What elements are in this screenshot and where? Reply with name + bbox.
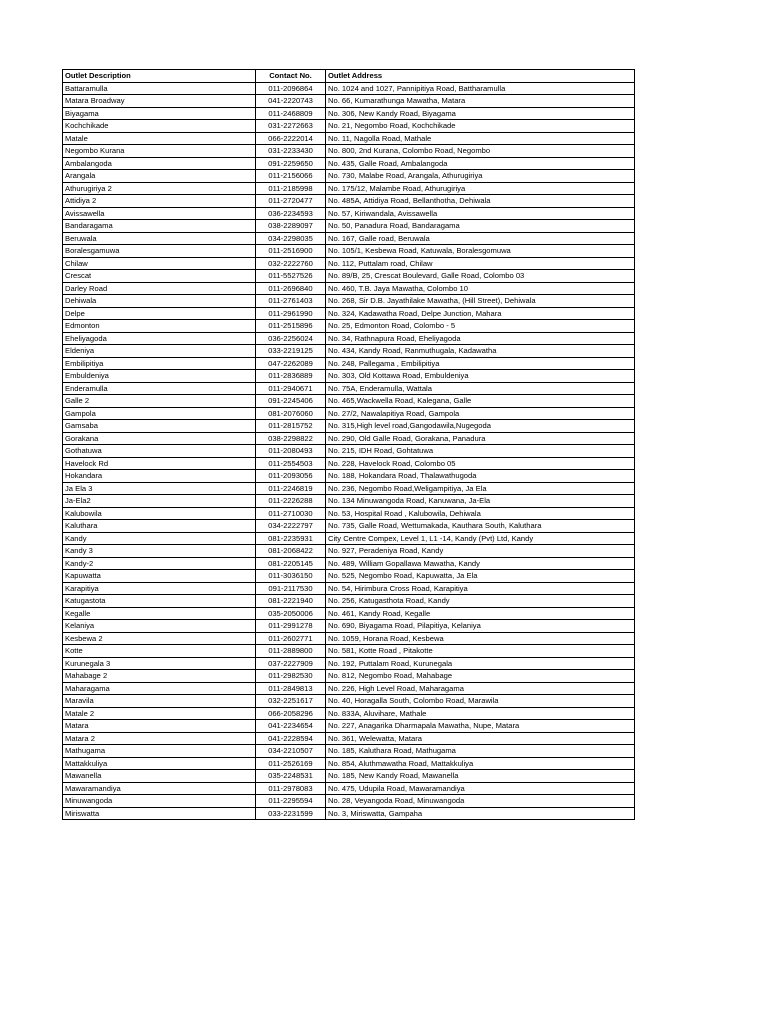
outlet-sheet — [62, 69, 634, 820]
cell-outlet-address: No. 730, Malabe Road, Arangala, Athurugiriya — [326, 170, 635, 183]
cell-outlet-description: Eheliyagoda — [63, 332, 256, 345]
cell-outlet-description: Minuwangoda — [63, 795, 256, 808]
cell-contact-no: 011-2093056 — [256, 470, 326, 483]
cell-contact-no: 035-2050006 — [256, 607, 326, 620]
cell-contact-no: 081-2076060 — [256, 407, 326, 420]
cell-outlet-address: No. 690, Biyagama Road, Pilapitiya, Kelaniya — [326, 620, 635, 633]
cell-contact-no: 011-5527526 — [256, 270, 326, 283]
header-outlet-description: Outlet Description — [63, 70, 256, 83]
table-row — [63, 707, 635, 720]
cell-outlet-description: Havelock Rd — [63, 457, 256, 470]
cell-outlet-address: No. 192, Puttalam Road, Kurunegala — [326, 657, 635, 670]
cell-outlet-address: No. 485A, Attidiya Road, Bellanthotha, Dehiwala — [326, 195, 635, 208]
outlet-table — [62, 69, 635, 820]
cell-outlet-address: No. 11, Nagolla Road, Mathale — [326, 132, 635, 145]
cell-outlet-address: No. 27/2, Nawalapitiya Road, Gampola — [326, 407, 635, 420]
table-row — [63, 582, 635, 595]
table-row — [63, 795, 635, 808]
cell-outlet-description: Kapuwatta — [63, 570, 256, 583]
cell-outlet-description: Kandy-2 — [63, 557, 256, 570]
cell-outlet-address: No. 465,Wackwella Road, Kalegana, Galle — [326, 395, 635, 408]
cell-outlet-address: No. 66, Kumarathunga Mawatha, Matara — [326, 95, 635, 108]
cell-outlet-address: No. 25, Edmonton Road, Colombo - 5 — [326, 320, 635, 333]
cell-outlet-address: No. 53, Hospital Road , Kalubowila, Dehiwala — [326, 507, 635, 520]
cell-outlet-description: Matara Broadway — [63, 95, 256, 108]
cell-contact-no: 033-2231599 — [256, 807, 326, 820]
cell-contact-no: 011-2889800 — [256, 645, 326, 658]
cell-outlet-address: No. 303, Old Kottawa Road, Embuldeniya — [326, 370, 635, 383]
cell-outlet-address: No. 800, 2nd Kurana, Colombo Road, Negombo — [326, 145, 635, 158]
cell-contact-no: 011-2185998 — [256, 182, 326, 195]
cell-outlet-address: No. 57, Kiriwandala, Avissawella — [326, 207, 635, 220]
cell-outlet-description: Beruwala — [63, 232, 256, 245]
cell-outlet-description: Athurugiriya 2 — [63, 182, 256, 195]
table-row — [63, 220, 635, 233]
table-row — [63, 757, 635, 770]
cell-outlet-address: No. 54, Hirimbura Cross Road, Karapitiya — [326, 582, 635, 595]
cell-outlet-description: Delpe — [63, 307, 256, 320]
table-row — [63, 395, 635, 408]
cell-outlet-address: No. 324, Kadawatha Road, Delpe Junction, Mahara — [326, 307, 635, 320]
cell-contact-no: 011-2156066 — [256, 170, 326, 183]
cell-outlet-description: Mawaramandiya — [63, 782, 256, 795]
cell-outlet-address: No. 290, Old Galle Road, Gorakana, Panadura — [326, 432, 635, 445]
cell-contact-no: 011-2849813 — [256, 682, 326, 695]
table-row — [63, 170, 635, 183]
cell-contact-no: 031-2272663 — [256, 120, 326, 133]
cell-contact-no: 011-2515896 — [256, 320, 326, 333]
cell-outlet-address: No. 1059, Horana Road, Kesbewa — [326, 632, 635, 645]
cell-contact-no: 091-2117530 — [256, 582, 326, 595]
cell-contact-no: 011-2961990 — [256, 307, 326, 320]
table-row — [63, 432, 635, 445]
cell-contact-no: 011-2761403 — [256, 295, 326, 308]
cell-outlet-description: Ja-Ela2 — [63, 495, 256, 508]
cell-outlet-description: Chilaw — [63, 257, 256, 270]
cell-outlet-address: No. 50, Panadura Road, Bandaragama — [326, 220, 635, 233]
cell-outlet-address: No. 461, Kandy Road, Kegalle — [326, 607, 635, 620]
cell-outlet-description: Ja Ela 3 — [63, 482, 256, 495]
table-row — [63, 745, 635, 758]
cell-contact-no: 032-2222760 — [256, 257, 326, 270]
cell-contact-no: 011-2836889 — [256, 370, 326, 383]
cell-contact-no: 011-2295594 — [256, 795, 326, 808]
cell-contact-no: 011-3036150 — [256, 570, 326, 583]
cell-outlet-description: Biyagama — [63, 107, 256, 120]
table-row — [63, 632, 635, 645]
table-row — [63, 670, 635, 683]
table-row — [63, 257, 635, 270]
cell-outlet-address: No. 475, Udupila Road, Mawaramandiya — [326, 782, 635, 795]
cell-outlet-address: No. 175/12, Malambe Road, Athurugiriya — [326, 182, 635, 195]
cell-outlet-address: No. 256, Katugasthota Road, Kandy — [326, 595, 635, 608]
cell-outlet-description: Galle 2 — [63, 395, 256, 408]
cell-outlet-description: Matale — [63, 132, 256, 145]
table-row — [63, 345, 635, 358]
table-row — [63, 595, 635, 608]
cell-contact-no: 011-2710030 — [256, 507, 326, 520]
cell-outlet-address: No. 460, T.B. Jaya Mawatha, Colombo 10 — [326, 282, 635, 295]
cell-contact-no: 081-2235931 — [256, 532, 326, 545]
table-row — [63, 320, 635, 333]
cell-contact-no: 041-2220743 — [256, 95, 326, 108]
table-row — [63, 557, 635, 570]
cell-contact-no: 011-2720477 — [256, 195, 326, 208]
cell-outlet-address: No. 927, Peradeniya Road, Kandy — [326, 545, 635, 558]
cell-contact-no: 011-2516900 — [256, 245, 326, 258]
cell-outlet-description: Maravila — [63, 695, 256, 708]
cell-outlet-address: No. 34, Rathnapura Road, Eheliyagoda — [326, 332, 635, 345]
cell-outlet-description: Crescat — [63, 270, 256, 283]
cell-contact-no: 011-2246819 — [256, 482, 326, 495]
table-row — [63, 507, 635, 520]
cell-outlet-description: Mattakkuliya — [63, 757, 256, 770]
table-row — [63, 520, 635, 533]
cell-outlet-address: No. 40, Horagalla South, Colombo Road, Marawila — [326, 695, 635, 708]
cell-outlet-address: No. 188, Hokandara Road, Thalawathugoda — [326, 470, 635, 483]
table-row — [63, 620, 635, 633]
cell-outlet-description: Maharagama — [63, 682, 256, 695]
cell-contact-no: 037-2227909 — [256, 657, 326, 670]
cell-contact-no: 041-2234654 — [256, 720, 326, 733]
cell-contact-no: 034-2210507 — [256, 745, 326, 758]
outlet-rows — [63, 82, 635, 820]
cell-outlet-description: Kaluthara — [63, 520, 256, 533]
table-row — [63, 607, 635, 620]
table-row — [63, 107, 635, 120]
table-row — [63, 420, 635, 433]
cell-contact-no: 035-2248531 — [256, 770, 326, 783]
cell-contact-no: 091-2245406 — [256, 395, 326, 408]
cell-contact-no: 066-2058296 — [256, 707, 326, 720]
cell-outlet-address: No. 215, IDH Road, Gohtatuwa — [326, 445, 635, 458]
cell-contact-no: 011-2468809 — [256, 107, 326, 120]
cell-outlet-address: No. 268, Sir D.B. Jayathilake Mawatha, (Hill Street), Dehiwala — [326, 295, 635, 308]
cell-outlet-address: No. 75A, Enderamulla, Wattala — [326, 382, 635, 395]
cell-outlet-description: Battaramulla — [63, 82, 256, 95]
cell-contact-no: 032-2251617 — [256, 695, 326, 708]
cell-outlet-description: Kandy — [63, 532, 256, 545]
cell-outlet-address: No. 306, New Kandy Road, Biyagama — [326, 107, 635, 120]
cell-outlet-description: Darley Road — [63, 282, 256, 295]
cell-outlet-address: No. 185, Kaluthara Road, Mathugama — [326, 745, 635, 758]
table-row — [63, 120, 635, 133]
cell-contact-no: 011-2602771 — [256, 632, 326, 645]
table-row — [63, 695, 635, 708]
cell-outlet-description: Gamsaba — [63, 420, 256, 433]
table-row — [63, 382, 635, 395]
cell-outlet-address: No. 227, Anagarika Dharmapala Mawatha, Nupe, Matara — [326, 720, 635, 733]
cell-outlet-description: Kalubowila — [63, 507, 256, 520]
cell-contact-no: 081-2068422 — [256, 545, 326, 558]
table-row — [63, 245, 635, 258]
cell-outlet-description: Enderamulla — [63, 382, 256, 395]
table-row — [63, 445, 635, 458]
cell-contact-no: 066-2222014 — [256, 132, 326, 145]
table-row — [63, 720, 635, 733]
cell-contact-no: 011-2096864 — [256, 82, 326, 95]
table-header-row — [63, 70, 635, 83]
cell-contact-no: 011-2226288 — [256, 495, 326, 508]
cell-outlet-description: Gothatuwa — [63, 445, 256, 458]
cell-outlet-address: No. 3, Miriswatta, Gampaha — [326, 807, 635, 820]
cell-outlet-address: No. 361, Welewatta, Matara — [326, 732, 635, 745]
table-row — [63, 295, 635, 308]
table-row — [63, 357, 635, 370]
cell-contact-no: 081-2205145 — [256, 557, 326, 570]
cell-outlet-description: Kurunegala 3 — [63, 657, 256, 670]
table-row — [63, 82, 635, 95]
cell-outlet-address: No. 833A, Aluvihare, Mathale — [326, 707, 635, 720]
cell-contact-no: 047-2262089 — [256, 357, 326, 370]
cell-outlet-description: Bandaragama — [63, 220, 256, 233]
cell-contact-no: 036-2234593 — [256, 207, 326, 220]
cell-outlet-address: No. 248, Pallegama , Embilipitiya — [326, 357, 635, 370]
cell-outlet-description: Mawanella — [63, 770, 256, 783]
cell-outlet-description: Kegalle — [63, 607, 256, 620]
cell-outlet-address: City Centre Compex, Level 1, L1 -14, Kandy (Pvt) Ltd, Kandy — [326, 532, 635, 545]
table-row — [63, 332, 635, 345]
cell-contact-no: 011-2982530 — [256, 670, 326, 683]
cell-outlet-address: No. 28, Veyangoda Road, Minuwangoda — [326, 795, 635, 808]
cell-outlet-address: No. 489, William Gopallawa Mawatha, Kandy — [326, 557, 635, 570]
cell-outlet-address: No. 735, Galle Road, Wettumakada, Kauthara South, Kaluthara — [326, 520, 635, 533]
cell-contact-no: 011-2526169 — [256, 757, 326, 770]
table-row — [63, 195, 635, 208]
table-row — [63, 732, 635, 745]
cell-contact-no: 011-2554503 — [256, 457, 326, 470]
cell-outlet-address: No. 854, Aluthmawatha Road, Mattakkuliya — [326, 757, 635, 770]
cell-outlet-description: Arangala — [63, 170, 256, 183]
cell-contact-no: 011-2978083 — [256, 782, 326, 795]
cell-outlet-description: Embuldeniya — [63, 370, 256, 383]
cell-outlet-description: Edmonton — [63, 320, 256, 333]
cell-contact-no: 011-2940671 — [256, 382, 326, 395]
table-row — [63, 545, 635, 558]
cell-outlet-description: Mahabage 2 — [63, 670, 256, 683]
table-row — [63, 207, 635, 220]
cell-outlet-address: No. 1024 and 1027, Pannipitiya Road, Battharamulla — [326, 82, 635, 95]
cell-outlet-description: Kelaniya — [63, 620, 256, 633]
cell-outlet-description: Avissawella — [63, 207, 256, 220]
cell-contact-no: 081-2221940 — [256, 595, 326, 608]
cell-contact-no: 036-2256024 — [256, 332, 326, 345]
table-row — [63, 132, 635, 145]
cell-contact-no: 034-2222797 — [256, 520, 326, 533]
table-row — [63, 307, 635, 320]
cell-outlet-description: Hokandara — [63, 470, 256, 483]
cell-outlet-description: Katugastota — [63, 595, 256, 608]
table-row — [63, 182, 635, 195]
cell-outlet-address: No. 226, High Level Road, Maharagama — [326, 682, 635, 695]
cell-outlet-description: Attidiya 2 — [63, 195, 256, 208]
cell-outlet-description: Kesbewa 2 — [63, 632, 256, 645]
cell-outlet-address: No. 315,High level road,Gangodawila,Nugegoda — [326, 420, 635, 433]
cell-contact-no: 091-2259650 — [256, 157, 326, 170]
cell-outlet-description: Miriswatta — [63, 807, 256, 820]
cell-contact-no: 038-2289097 — [256, 220, 326, 233]
table-row — [63, 782, 635, 795]
table-row — [63, 232, 635, 245]
cell-outlet-address: No. 435, Galle Road, Ambalangoda — [326, 157, 635, 170]
cell-outlet-description: Dehiwala — [63, 295, 256, 308]
table-row — [63, 532, 635, 545]
cell-contact-no: 033-2219125 — [256, 345, 326, 358]
cell-outlet-address: No. 236, Negombo Road,Weligampitiya, Ja Ela — [326, 482, 635, 495]
table-row — [63, 807, 635, 820]
table-row — [63, 570, 635, 583]
cell-contact-no: 011-2696840 — [256, 282, 326, 295]
cell-outlet-description: Embilipitiya — [63, 357, 256, 370]
cell-contact-no: 041-2228594 — [256, 732, 326, 745]
table-row — [63, 682, 635, 695]
table-row — [63, 457, 635, 470]
cell-outlet-address: No. 581, Kotte Road , Pitakotte — [326, 645, 635, 658]
cell-outlet-address: No. 228, Havelock Road, Colombo 05 — [326, 457, 635, 470]
cell-outlet-description: Ambalangoda — [63, 157, 256, 170]
table-row — [63, 482, 635, 495]
cell-outlet-description: Matara 2 — [63, 732, 256, 745]
cell-outlet-address: No. 21, Negombo Road, Kochchikade — [326, 120, 635, 133]
cell-contact-no: 011-2991278 — [256, 620, 326, 633]
table-row — [63, 770, 635, 783]
cell-outlet-description: Kotte — [63, 645, 256, 658]
table-row — [63, 470, 635, 483]
header-outlet-address: Outlet Address — [326, 70, 635, 83]
cell-outlet-description: Karapitiya — [63, 582, 256, 595]
table-row — [63, 270, 635, 283]
table-row — [63, 407, 635, 420]
table-row — [63, 282, 635, 295]
cell-outlet-description: Gorakana — [63, 432, 256, 445]
cell-outlet-description: Kandy 3 — [63, 545, 256, 558]
cell-contact-no: 031-2233430 — [256, 145, 326, 158]
cell-outlet-description: Matara — [63, 720, 256, 733]
cell-contact-no: 034-2298035 — [256, 232, 326, 245]
cell-outlet-address: No. 105/1, Kesbewa Road, Katuwala, Boralesgomuwa — [326, 245, 635, 258]
cell-outlet-address: No. 167, Galle road, Beruwala — [326, 232, 635, 245]
cell-outlet-address: No. 134 Minuwangoda Road, Kanuwana, Ja-Ela — [326, 495, 635, 508]
cell-outlet-description: Mathugama — [63, 745, 256, 758]
cell-contact-no: 011-2080493 — [256, 445, 326, 458]
table-row — [63, 495, 635, 508]
cell-outlet-address: No. 525, Negombo Road, Kapuwatta, Ja Ela — [326, 570, 635, 583]
cell-outlet-address: No. 812, Negombo Road, Mahabage — [326, 670, 635, 683]
cell-outlet-description: Boralesgamuwa — [63, 245, 256, 258]
cell-outlet-description: Matale 2 — [63, 707, 256, 720]
table-row — [63, 657, 635, 670]
cell-outlet-description: Negombo Kurana — [63, 145, 256, 158]
cell-outlet-description: Kochchikade — [63, 120, 256, 133]
table-row — [63, 157, 635, 170]
table-row — [63, 370, 635, 383]
cell-outlet-address: No. 89/B, 25, Crescat Boulevard, Galle Road, Colombo 03 — [326, 270, 635, 283]
header-contact-no: Contact No. — [256, 70, 326, 83]
cell-outlet-description: Gampola — [63, 407, 256, 420]
cell-outlet-address: No. 112, Puttalam road, Chilaw — [326, 257, 635, 270]
cell-contact-no: 011-2815752 — [256, 420, 326, 433]
cell-outlet-address: No. 434, Kandy Road, Ranmuthugala, Kadawatha — [326, 345, 635, 358]
cell-outlet-description: Eldeniya — [63, 345, 256, 358]
cell-outlet-address: No. 185, New Kandy Road, Mawanella — [326, 770, 635, 783]
table-row — [63, 145, 635, 158]
cell-contact-no: 038-2298822 — [256, 432, 326, 445]
table-row — [63, 645, 635, 658]
table-row — [63, 95, 635, 108]
